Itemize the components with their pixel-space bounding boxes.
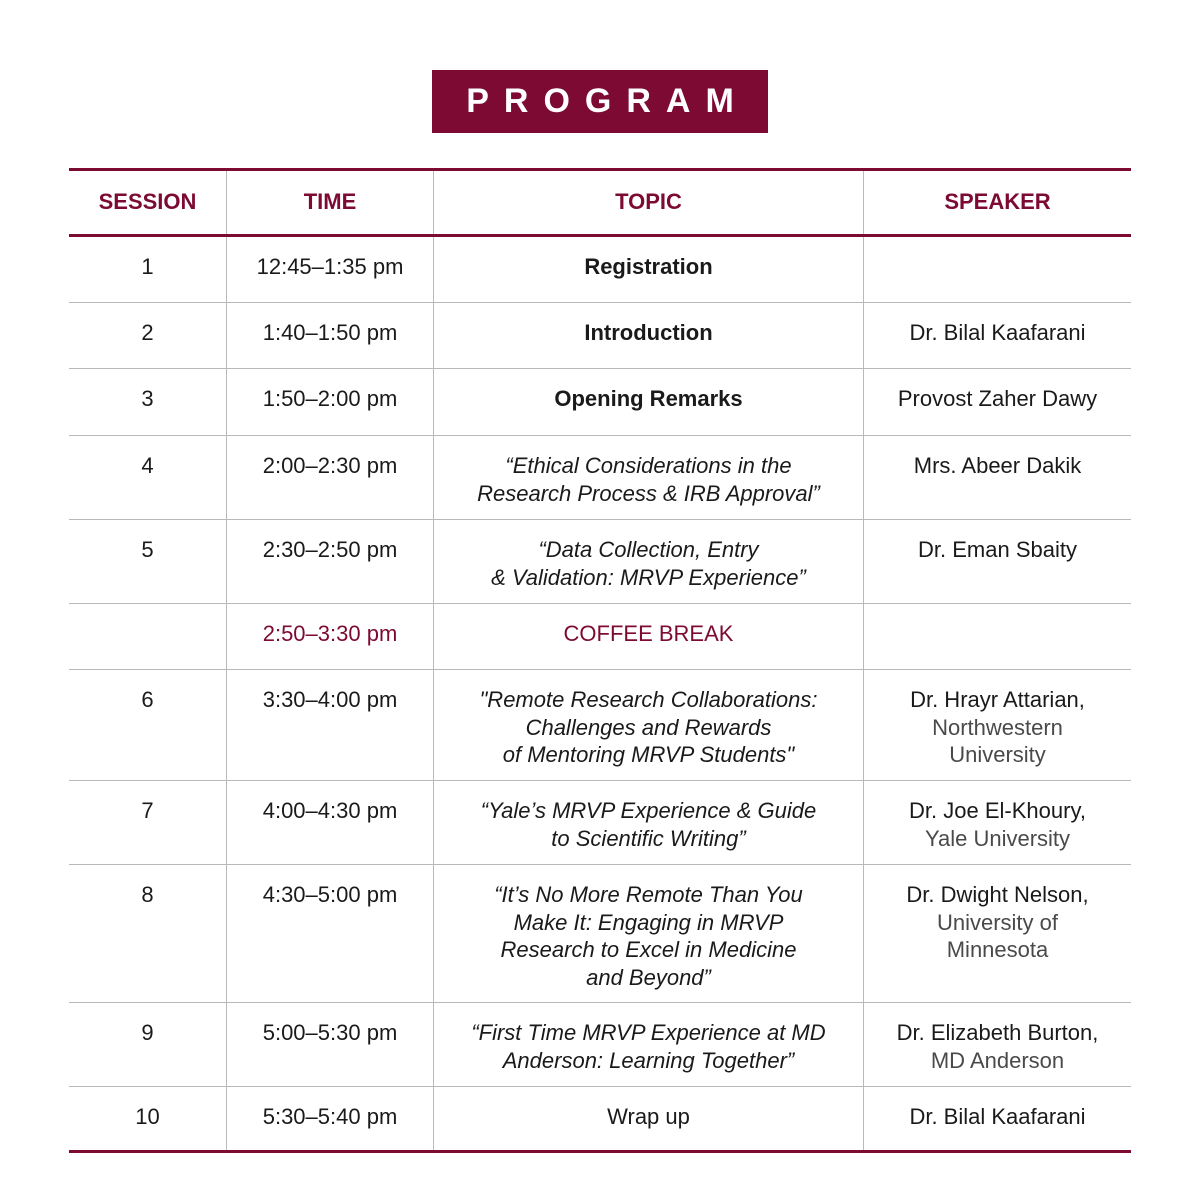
speaker-cell <box>863 604 1131 669</box>
topic-cell <box>433 670 863 780</box>
topic-line: Anderson: Learning Together” <box>502 1047 795 1073</box>
table-row <box>69 604 1131 670</box>
table-row <box>69 865 1131 1003</box>
session-cell <box>69 604 226 669</box>
header-topic: TOPIC <box>433 171 863 235</box>
time-cell: 4:00–4:30 pm <box>226 781 433 864</box>
table-row <box>69 670 1131 781</box>
session-cell: 4 <box>141 453 154 478</box>
topic-cell <box>433 604 863 669</box>
header-speaker: SPEAKER <box>863 171 1131 235</box>
topic-line: Challenges and Rewards <box>525 714 772 740</box>
table-row <box>69 1087 1131 1150</box>
time-cell: 1:40–1:50 pm <box>226 303 433 368</box>
topic-cell <box>433 237 863 302</box>
topic-line: and Beyond” <box>586 964 711 990</box>
time-cell: 5:00–5:30 pm <box>226 1003 433 1086</box>
session-cell: 7 <box>141 798 154 823</box>
session-cell: 2 <box>141 320 154 345</box>
time-cell: 5:30–5:40 pm <box>226 1087 433 1150</box>
table-bottom-rule <box>69 1150 1131 1153</box>
topic-line: “Yale’s MRVP Experience & Guide <box>480 798 817 823</box>
topic-cell <box>433 303 863 368</box>
speaker-name: Mrs. Abeer Dakik <box>913 453 1082 478</box>
topic-cell <box>433 436 863 519</box>
speaker-cell <box>863 237 1131 302</box>
topic-line: COFFEE BREAK <box>563 621 734 646</box>
topic-line: Registration <box>584 254 713 279</box>
time-cell: 2:30–2:50 pm <box>226 520 433 603</box>
time-cell: 2:00–2:30 pm <box>226 436 433 519</box>
speaker-cell <box>863 1087 1131 1150</box>
topic-cell <box>433 1087 863 1150</box>
speaker-affiliation: University <box>949 742 1046 767</box>
time-cell: 1:50–2:00 pm <box>226 369 433 435</box>
topic-cell <box>433 865 863 1002</box>
topic-line: Research Process & IRB Approval” <box>477 480 820 506</box>
topic-line: Introduction <box>584 320 713 345</box>
topic-line: & Validation: MRVP Experience” <box>491 564 806 590</box>
topic-line: to Scientific Writing” <box>551 825 746 851</box>
speaker-name: Dr. Hrayr Attarian, <box>910 687 1085 712</box>
table-row <box>69 369 1131 436</box>
speaker-cell <box>863 520 1131 603</box>
speaker-name: Dr. Elizabeth Burton, <box>896 1020 1099 1045</box>
table-row <box>69 1003 1131 1087</box>
session-cell: 8 <box>141 882 154 907</box>
session-cell: 10 <box>135 1104 160 1129</box>
speaker-affiliation: MD Anderson <box>930 1047 1065 1073</box>
topic-line: Opening Remarks <box>554 386 743 411</box>
table-row <box>69 237 1131 303</box>
program-title-banner <box>432 70 768 133</box>
table-row <box>69 520 1131 604</box>
time-cell: 2:50–3:30 pm <box>226 604 433 669</box>
header-time: TIME <box>226 171 433 235</box>
session-cell: 3 <box>141 386 154 411</box>
program-title: PROGRAM <box>466 82 749 120</box>
topic-line: “Data Collection, Entry <box>538 537 759 562</box>
time-cell: 12:45–1:35 pm <box>226 237 433 302</box>
topic-line: “It’s No More Remote Than You <box>494 882 803 907</box>
session-cell: 1 <box>141 254 154 279</box>
speaker-cell <box>863 670 1131 780</box>
topic-cell <box>433 369 863 435</box>
topic-line: “First Time MRVP Experience at MD <box>471 1020 826 1045</box>
session-cell: 6 <box>141 687 154 712</box>
speaker-name: Dr. Eman Sbaity <box>918 537 1077 562</box>
speaker-affiliation: Northwestern <box>932 714 1063 740</box>
speaker-name: Provost Zaher Dawy <box>897 386 1098 411</box>
speaker-cell <box>863 436 1131 519</box>
topic-cell <box>433 781 863 864</box>
time-cell: 4:30–5:00 pm <box>226 865 433 1002</box>
topic-line: Make It: Engaging in MRVP <box>513 909 784 935</box>
speaker-cell <box>863 781 1131 864</box>
time-cell: 3:30–4:00 pm <box>226 670 433 780</box>
topic-line: of Mentoring MRVP Students" <box>502 742 795 767</box>
topic-cell <box>433 1003 863 1086</box>
speaker-cell <box>863 369 1131 435</box>
speaker-name: Dr. Dwight Nelson, <box>906 882 1089 907</box>
table-row <box>69 436 1131 520</box>
speaker-cell <box>863 865 1131 1002</box>
speaker-affiliation: Minnesota <box>946 937 1049 962</box>
speaker-name: Dr. Bilal Kaafarani <box>909 1104 1086 1129</box>
table-row <box>69 781 1131 865</box>
table-header-row <box>69 171 1131 235</box>
topic-line: Research to Excel in Medicine <box>500 937 797 962</box>
speaker-cell <box>863 1003 1131 1086</box>
speaker-name: Dr. Joe El-Khoury, <box>909 798 1086 823</box>
header-session: SESSION <box>98 189 197 214</box>
speaker-affiliation: Yale University <box>924 825 1071 851</box>
topic-line: “Ethical Considerations in the <box>505 453 792 478</box>
speaker-name: Dr. Bilal Kaafarani <box>909 320 1086 345</box>
speaker-affiliation: University of <box>936 909 1059 935</box>
session-cell: 9 <box>141 1020 154 1045</box>
topic-line: "Remote Research Collaborations: <box>479 687 818 712</box>
speaker-cell <box>863 303 1131 368</box>
session-cell: 5 <box>141 537 154 562</box>
topic-cell <box>433 520 863 603</box>
topic-line: Wrap up <box>607 1104 690 1129</box>
table-row <box>69 303 1131 369</box>
